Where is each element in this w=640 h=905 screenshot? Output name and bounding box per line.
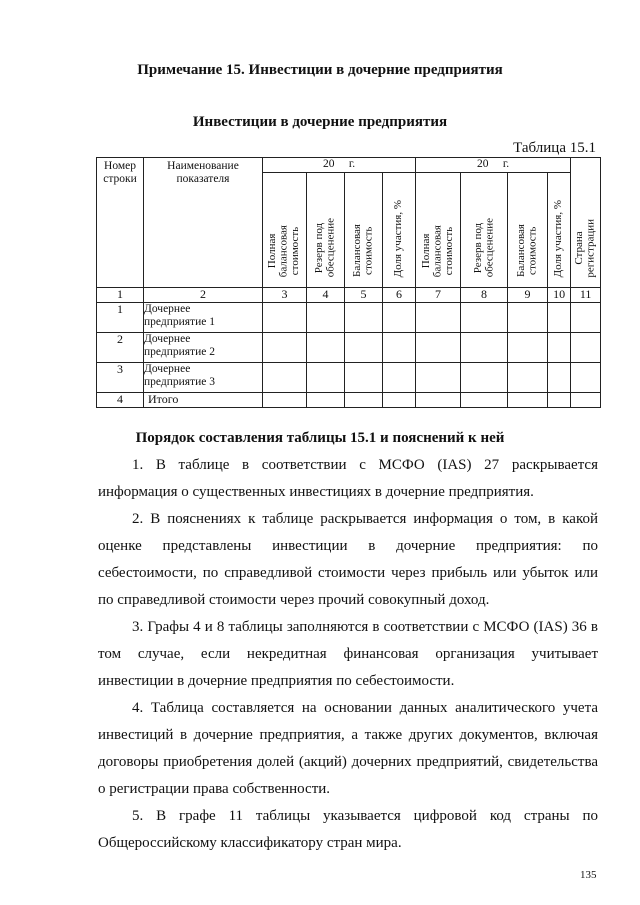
- header-impairment-2: Резерв под обесценение: [461, 173, 508, 288]
- row-name: Дочернее предприятие 2: [144, 333, 263, 363]
- table-row: [97, 303, 601, 333]
- header-period-2: 20 г.: [416, 158, 571, 173]
- col-num: 9: [508, 288, 548, 303]
- header-book-value-1: Балансовая стоимость: [345, 173, 383, 288]
- col-num: 2: [144, 288, 263, 303]
- col-num: 3: [263, 288, 307, 303]
- col-num: 4: [307, 288, 345, 303]
- header-book-value-2: Балансовая стоимость: [508, 173, 548, 288]
- row-number: 4: [97, 393, 144, 408]
- paragraph-5: 5. В графе 11 таблицы указывается цифровой код страны по Общероссийскому классификатору стран мира.: [98, 808, 598, 851]
- row-number: 3: [97, 363, 144, 393]
- page-number: 135: [580, 869, 597, 881]
- header-gross-value-1: Полная балансовая стоимость: [263, 173, 307, 288]
- col-num: 1: [97, 288, 144, 303]
- table-row-total: [97, 393, 601, 408]
- col-num: 7: [416, 288, 461, 303]
- row-name: Итого: [144, 393, 263, 408]
- row-number: 1: [97, 303, 144, 333]
- column-numbers-row: [97, 288, 601, 303]
- row-name: Дочернее предприятие 3: [144, 363, 263, 393]
- header-country: Страна регистрации: [571, 158, 601, 288]
- note-title: Примечание 15. Инвестиции в дочерние предприятия: [137, 62, 503, 78]
- order-title: Порядок составления таблицы 15.1 и пояснений к ней: [135, 430, 505, 446]
- table-label: Таблица 15.1: [513, 140, 596, 156]
- header-name: Наименование показателя: [144, 158, 263, 288]
- header-share-1: Доля участия, %: [383, 173, 416, 288]
- col-num: 10: [548, 288, 571, 303]
- table-row: [97, 333, 601, 363]
- paragraph-1: 1. В таблице в соответствии с МСФО (IAS) 27 раскрывается информация о существенных инвестициях в дочерние предприятия.: [98, 457, 598, 500]
- table-title: Инвестиции в дочерние предприятия: [192, 114, 448, 130]
- col-num: 11: [571, 288, 601, 303]
- header-impairment-1: Резерв под обесценение: [307, 173, 345, 288]
- header-number: Номер строки: [97, 158, 144, 288]
- col-num: 5: [345, 288, 383, 303]
- col-num: 6: [383, 288, 416, 303]
- row-number: 2: [97, 333, 144, 363]
- header-gross-value-2: Полная балансовая стоимость: [416, 173, 461, 288]
- col-num: 8: [461, 288, 508, 303]
- paragraph-2: 2. В пояснениях к таблице раскрывается информация о том, в какой оценке представлены инвестиции в дочерние предприятия: по себестоимости, по справедливой стоимости через прибыль или убыток или по справедливой стоимости через прочий совокупный доход.: [98, 511, 598, 608]
- header-share-2: Доля участия, %: [548, 173, 571, 288]
- table-header-row: [97, 158, 601, 173]
- investments-table: [96, 157, 601, 408]
- paragraph-4: 4. Таблица составляется на основании данных аналитического учета инвестиций в дочерние предприятия, а также других документов, включая договоры приобретения долей (акций) дочерних предприятий, свидетельства о регистрации права собственности.: [98, 700, 598, 797]
- header-period-1: 20 г.: [263, 158, 416, 173]
- paragraph-3: 3. Графы 4 и 8 таблицы заполняются в соответствии с МСФО (IAS) 36 в том случае, если некредитная финансовая организация учитывает инвестиции в дочерние предприятия по себестоимости.: [98, 619, 598, 689]
- table-row: [97, 363, 601, 393]
- row-name: Дочернее предприятие 1: [144, 303, 263, 333]
